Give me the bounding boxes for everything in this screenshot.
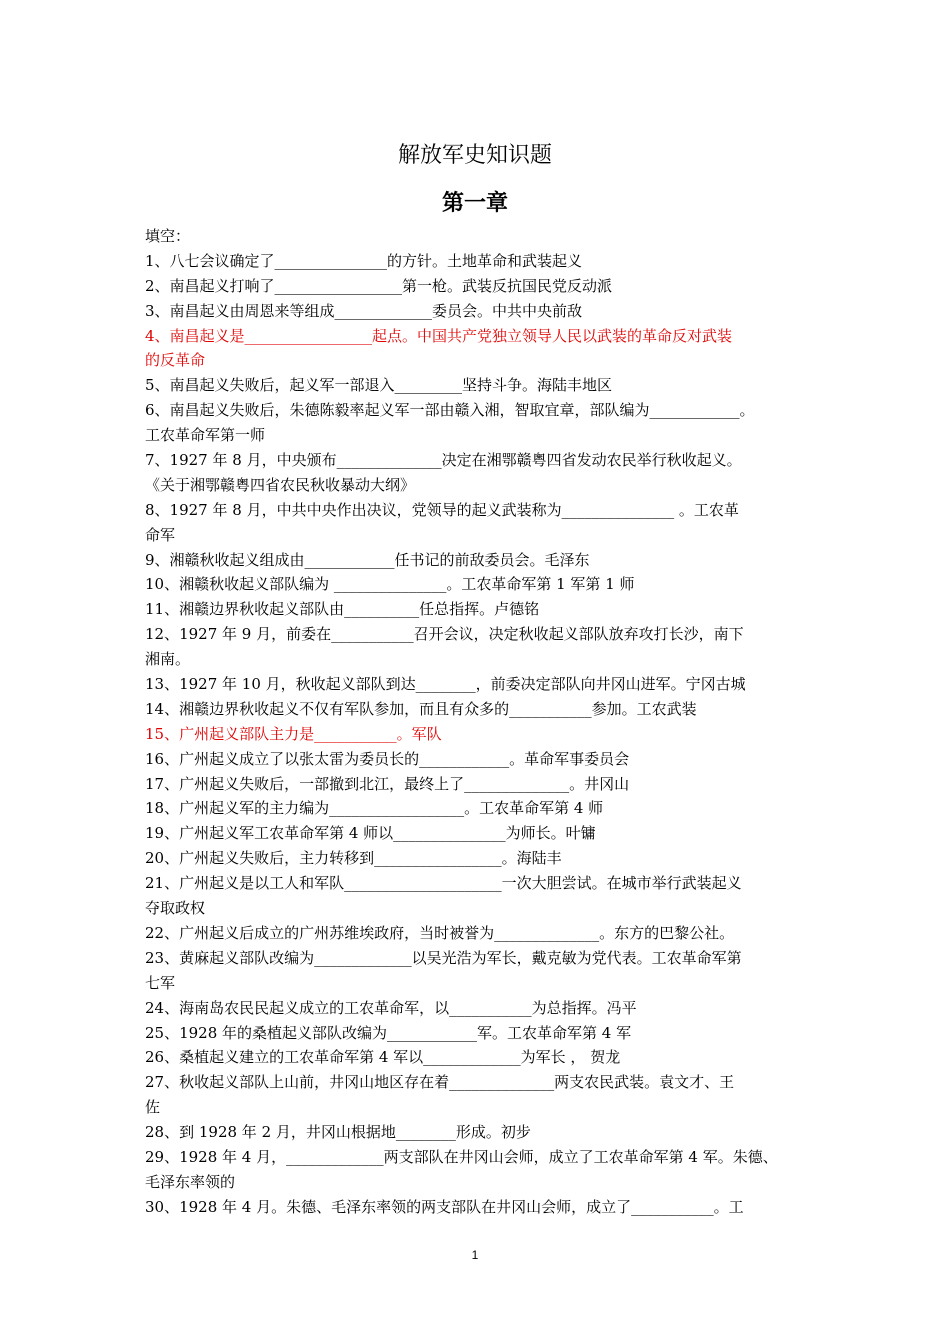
question-line: 23、黄麻起义部队改编为_____________以吴光浩为军长，戴克敏为党代表。工农革命军第 — [145, 948, 742, 967]
highlighted-question-line: 4、南昌起义是_________________起点。中国共产党独立领导人民以武装的革命反对武装 — [145, 326, 733, 345]
question-line: 21、广州起义是以工人和军队_____________________一次大胆尝试。在城市举行武装起义 — [145, 874, 742, 893]
question-line: 26、桑植起义建立的工农革命军第 4 军以_____________为军长 ， 贺龙 — [145, 1048, 621, 1067]
question-line: 12、1927 年 9 月，前委在___________召开会议，决定秋收起义部队放弃攻打长沙，南下 — [145, 625, 744, 644]
question-line: 6、南昌起义失败后，朱德陈毅率起义军一部由赣入湘，智取宜章，部队编为____________。 — [145, 401, 755, 420]
question-line: 湘南。 — [145, 650, 191, 669]
question-line: 命军 — [145, 525, 176, 544]
page-number: 1 — [471, 1248, 479, 1262]
highlighted-question-line: 的反革命 — [145, 351, 206, 370]
question-line: 1、八七会议确定了_______________的方针。土地革命和武装起义 — [145, 251, 583, 270]
question-line: 佐 — [145, 1098, 161, 1117]
question-line: 27、秋收起义部队上山前，井冈山地区存在着______________两支农民武装。袁文才、王 — [145, 1073, 735, 1092]
question-line: 毛泽东率领的 — [145, 1172, 236, 1191]
question-list — [145, 224, 817, 1220]
question-line: 7、1927 年 8 月，中央颁布______________决定在湘鄂赣粤四省发动农民举行秋收起义。 — [145, 451, 742, 470]
question-line: 16、广州起义成立了以张太雷为委员长的____________。革命军事委员会 — [145, 749, 630, 768]
question-line: 夺取政权 — [145, 899, 206, 918]
question-line: 18、广州起义军的主力编为__________________。工农革命军第 4 师 — [145, 799, 604, 818]
question-line: 9、湘赣秋收起义组成由____________任书记的前敌委员会。毛泽东 — [145, 550, 590, 569]
question-line: 22、广州起义后成立的广州苏维埃政府，当时被誉为______________。东方的巴黎公社。 — [145, 923, 735, 942]
chapter-heading: 第一章 — [441, 191, 508, 216]
question-line: 24、海南岛农民民起义成立的工农革命军，以___________为总指挥。冯平 — [145, 998, 637, 1017]
question-line: 10、湘赣秋收起义部队编为 _______________。工农革命军第 1 军第 1 师 — [145, 575, 635, 594]
question-line: 七军 — [145, 973, 176, 992]
question-line: 工农革命军第一师 — [145, 426, 266, 445]
question-line: 11、湘赣边界秋收起义部队由__________任总指挥。卢德铭 — [145, 600, 540, 619]
question-line: 5、南昌起义失败后，起义军一部退入_________坚持斗争。海陆丰地区 — [145, 376, 613, 395]
question-line: 《关于湘鄂赣粤四省农民秋收暴动大纲》 — [145, 475, 416, 494]
question-line: 28、到 1928 年 2 月，井冈山根据地________形成。初步 — [145, 1123, 531, 1142]
question-line: 3、南昌起义由周恩来等组成_____________委员会。中共中央前敌 — [145, 301, 583, 320]
question-line: 17、广州起义失败后，一部撤到北江，最终上了______________。井冈山 — [145, 774, 630, 793]
document-title: 解放军史知识题 — [397, 143, 552, 168]
question-line: 29、1928 年 4 月，_____________两支部队在井冈山会师，成立了工农革命军第 4 军。朱德、 — [145, 1147, 778, 1166]
question-line: 25、1928 年的桑植起义部队改编为____________军。工农革命军第 4 军 — [145, 1023, 632, 1042]
question-line: 13、1927 年 10 月，秋收起义部队到达________，前委决定部队向井冈山进军。宁冈古城 — [145, 675, 746, 694]
question-line: 8、1927 年 8 月，中共中央作出决议，党领导的起义武装称为_______________ 。工农革 — [145, 500, 739, 519]
question-line: 20、广州起义失败后，主力转移到_________________。海陆丰 — [145, 849, 562, 868]
section-label: 填空： — [145, 227, 191, 245]
highlighted-question-line: 15、广州起义部队主力是___________。军队 — [145, 724, 442, 743]
question-line: 30、1928 年 4 月。朱德、毛泽东率领的两支部队在井冈山会师，成立了___________。工 — [145, 1197, 744, 1216]
question-line: 19、广州起义军工农革命军第 4 师以_______________为师长。叶镛 — [145, 824, 596, 843]
question-line: 2、南昌起义打响了_________________第一枪。武装反抗国民党反动派 — [145, 276, 613, 295]
question-line: 14、湘赣边界秋收起义不仅有军队参加，而且有众多的___________参加。工农武装 — [145, 699, 697, 718]
